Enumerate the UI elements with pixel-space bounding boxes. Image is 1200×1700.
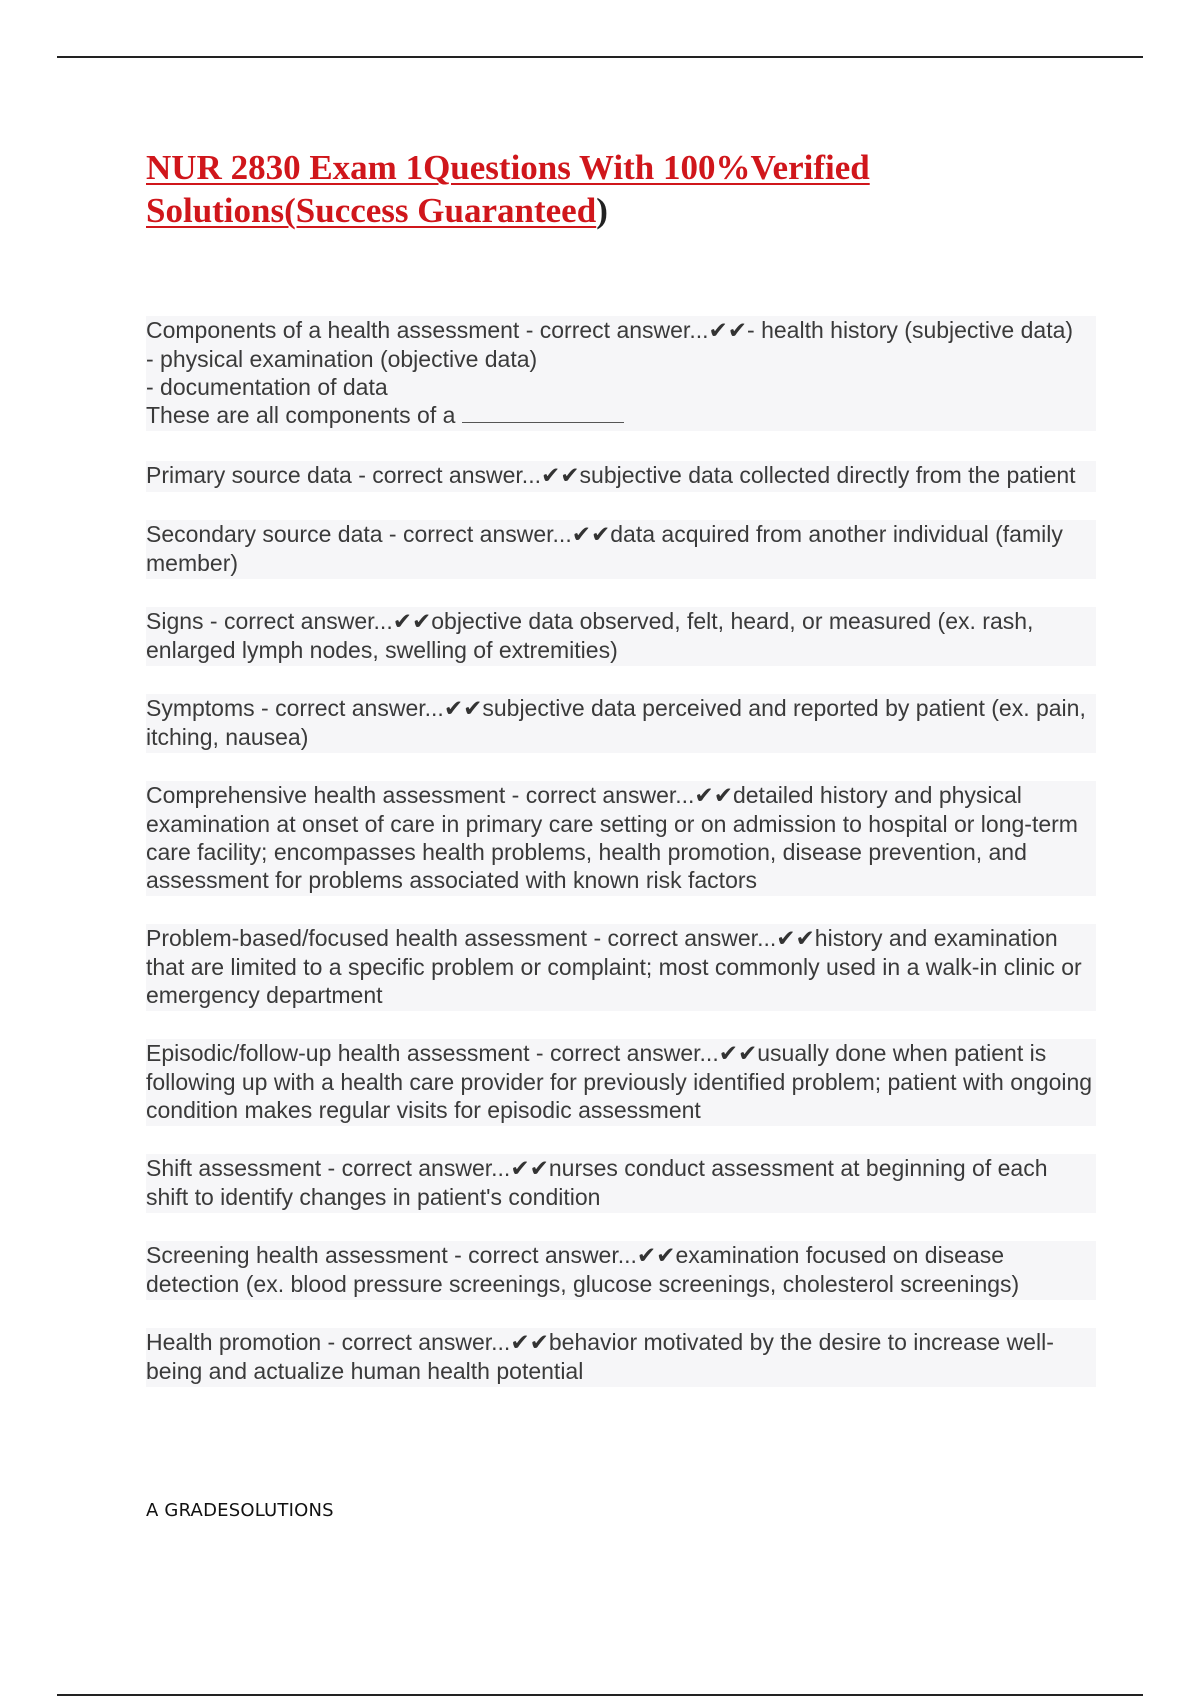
qa-separator: - correct answer... (321, 1155, 511, 1181)
qa-item (146, 694, 1096, 753)
checkmark-icon: ✔✔ (510, 1330, 549, 1356)
qa-separator: - correct answer... (447, 1242, 637, 1268)
checkmark-icon: ✔✔ (694, 783, 733, 809)
qa-separator: - correct answer... (505, 782, 695, 808)
qa-answer: data acquired from another individual (family member) (146, 521, 1063, 576)
checkmark-icon: ✔✔ (540, 463, 580, 489)
checkmark-icon: ✔✔ (636, 1243, 676, 1269)
qa-term: Screening health assessment (146, 1242, 448, 1268)
qa-separator: - correct answer... (254, 695, 444, 721)
qa-separator: - correct answer... (203, 608, 393, 634)
qa-item (146, 1328, 1096, 1387)
bottom-divider (57, 1694, 1143, 1696)
qa-separator: - correct answer... (587, 925, 777, 951)
qa-answer: behavior motivated by the desire to increase well-being and actualize human health potential (146, 1329, 1054, 1384)
qa-answer: detailed history and physical examination at onset of care in primary care setting or on admission to hospital or long-term care facility; encompasses health problems, health promotion, disease prevention, and assessment for problems associated with known risk factors (146, 782, 1078, 893)
qa-answer: history and examination that are limited to a specific problem or complaint; most commonly used in a walk-in clinic or emergency department (146, 925, 1082, 1008)
qa-answer: subjective data perceived and reported by patient (ex. pain, itching, nausea) (146, 695, 1086, 750)
checkmark-icon: ✔✔ (571, 522, 611, 548)
checkmark-icon: ✔✔ (510, 1156, 549, 1182)
footer-brand-label: A GRADESOLUTIONS (146, 1500, 334, 1521)
qa-separator: - correct answer... (321, 1329, 511, 1355)
qa-item (146, 607, 1096, 666)
qa-item (146, 924, 1096, 1011)
fill-in-blank (462, 402, 624, 423)
qa-answer: examination focused on disease detection (ex. blood pressure screenings, glucose screenings, cholesterol screenings) (146, 1242, 1020, 1297)
qa-term: Primary source data (146, 462, 352, 488)
qa-item (146, 1154, 1096, 1213)
checkmark-icon: ✔✔ (392, 609, 432, 635)
qa-term: Episodic/follow-up health assessment (146, 1040, 530, 1066)
checkmark-icon: ✔✔ (708, 318, 748, 344)
qa-item (146, 1039, 1096, 1126)
qa-separator: - correct answer... (382, 521, 572, 547)
qa-separator: - correct answer... (529, 1040, 719, 1066)
top-divider (57, 56, 1143, 58)
document-title (146, 146, 1046, 232)
qa-separator: - correct answer... (519, 317, 709, 343)
qa-separator: - correct answer... (351, 462, 541, 488)
qa-answer: objective data observed, felt, heard, or measured (ex. rash, enlarged lymph nodes, swelling of extremities) (146, 608, 1034, 663)
qa-term: Shift assessment (146, 1155, 322, 1181)
qa-term: Comprehensive health assessment (146, 782, 506, 808)
qa-item (146, 461, 1096, 492)
qa-item (146, 781, 1096, 896)
document-title-close-paren: ) (596, 191, 608, 230)
qa-term: Symptoms (146, 695, 255, 721)
qa-list (146, 316, 1096, 1415)
checkmark-icon: ✔✔ (776, 926, 815, 952)
qa-answer: subjective data collected directly from the patient (579, 462, 1076, 488)
qa-term: Secondary source data (146, 521, 383, 547)
qa-term: Health promotion (146, 1329, 322, 1355)
qa-item (146, 316, 1096, 431)
qa-answer: - health history (subjective data) - physical examination (objective data) - documentation of data These are all components of a (146, 317, 1074, 428)
checkmark-icon: ✔✔ (718, 1041, 758, 1067)
document-title-text: NUR 2830 Exam 1Questions With 100%Verified Solutions(Success Guaranteed (146, 148, 870, 230)
qa-term: Problem-based/focused health assessment (146, 925, 588, 951)
qa-term: Components of a health assessment (146, 317, 520, 343)
qa-item (146, 1241, 1096, 1300)
qa-item (146, 520, 1096, 579)
qa-answer: nurses conduct assessment at beginning of each shift to identify changes in patient's condition (146, 1155, 1048, 1210)
qa-answer: usually done when patient is following up with a health care provider for previously identified problem; patient with ongoing condition makes regular visits for episodic assessment (146, 1040, 1093, 1123)
checkmark-icon: ✔✔ (443, 696, 483, 722)
qa-term: Signs (146, 608, 204, 634)
